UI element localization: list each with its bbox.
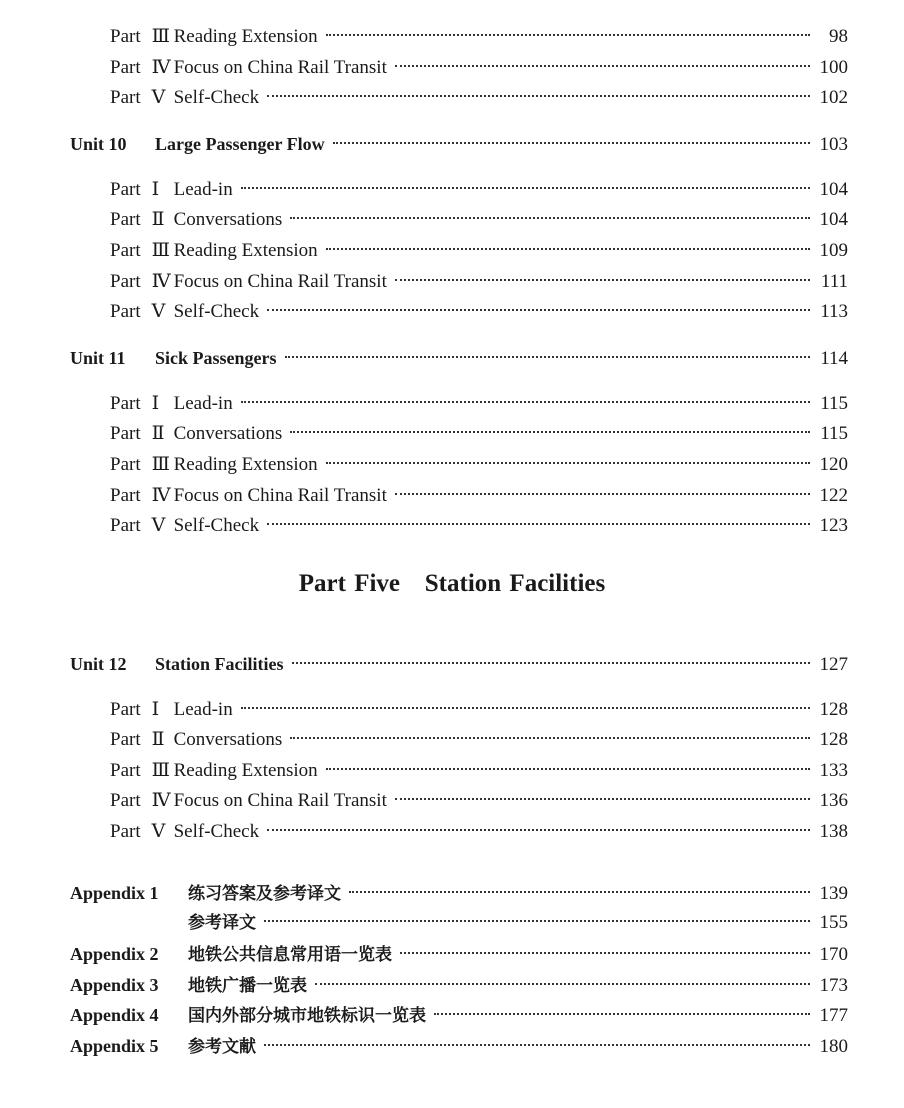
appendix-number: Appendix 1 [70,883,159,903]
unit-number: Unit 12 [70,654,127,674]
part-roman: Ⅴ [151,301,166,322]
part-roman: Ⅰ [151,699,160,720]
part-roman: Ⅲ [151,240,170,261]
unit-entry[interactable] [70,345,848,371]
entry-title: Self-Check [173,821,260,842]
toc-entry[interactable] [110,758,848,784]
part-prefix: Part [110,87,141,108]
part-prefix: Part [110,760,141,781]
appendix-number: Appendix 5 [70,1036,159,1056]
part-prefix: Part [110,423,141,444]
page-number: 123 [819,515,848,536]
toc-entry[interactable] [110,391,848,417]
appendix-entry[interactable] [70,1002,848,1028]
toc-entry[interactable] [110,177,848,203]
part-roman: Ⅰ [151,179,160,200]
entry-title: Lead-in [173,699,233,720]
dot-leader [326,34,810,36]
entry-title: Conversations [173,209,283,230]
entry-title: Reading Extension [173,760,318,781]
part-prefix: Part [110,699,141,720]
appendix-title: 国内外部分城市地铁标识一览表 [188,1006,426,1026]
unit-number: Unit 10 [70,134,127,154]
part-prefix: Part [110,301,141,322]
toc-entry[interactable] [110,452,848,478]
entry-title: Lead-in [173,393,233,414]
page-number: 180 [819,1036,848,1057]
toc-entry[interactable] [110,788,848,814]
unit-entry[interactable] [70,131,848,157]
dot-leader [290,737,810,739]
page-number: 128 [819,699,848,720]
page-number: 127 [819,654,848,675]
entry-title: Self-Check [173,87,260,108]
dot-leader [434,1013,810,1015]
toc-entry[interactable] [110,483,848,509]
page-number: 109 [819,240,848,261]
dot-leader [267,95,810,97]
part-roman: Ⅳ [151,790,171,811]
part-roman: Ⅲ [151,454,170,475]
page-number: 136 [819,790,848,811]
appendix-entry[interactable] [70,1033,848,1059]
dot-leader [326,462,810,464]
part-roman: Ⅱ [151,209,165,230]
page-number: 155 [819,912,848,933]
dot-leader [264,1044,810,1046]
appendix-entry[interactable] [70,972,848,998]
page-number: 115 [820,393,848,414]
toc-entry[interactable] [110,421,848,447]
part-prefix: Part [110,485,141,506]
part-roman: Ⅴ [151,87,166,108]
part-roman: Ⅱ [151,423,165,444]
toc-entry[interactable] [110,24,848,50]
page-number: 102 [819,87,848,108]
part-prefix: Part [110,821,141,842]
page-number: 114 [820,348,848,369]
dot-leader [395,798,810,800]
dot-leader [315,983,810,985]
entry-title: Focus on China Rail Transit [173,485,387,506]
entry-title: Conversations [173,729,283,750]
part-prefix: Part [110,454,141,475]
part-prefix: Part [110,240,141,261]
part-prefix: Part [110,271,141,292]
dot-leader [264,920,810,922]
part-roman: Ⅴ [151,821,166,842]
dot-leader [292,662,811,664]
dot-leader [333,142,810,144]
appendix-entry[interactable] [70,880,848,906]
dot-leader [400,952,810,954]
page-number: 133 [819,760,848,781]
toc-entry[interactable] [110,55,848,81]
page-number: 113 [820,301,848,322]
toc-entry[interactable] [110,238,848,264]
page-number: 173 [819,975,848,996]
dot-leader [290,217,810,219]
page-number: 138 [819,821,848,842]
page-number: 104 [819,209,848,230]
unit-entry[interactable] [70,651,848,677]
part-roman: Ⅳ [151,485,171,506]
part-prefix: Part [110,515,141,536]
part-roman: Ⅳ [151,57,171,78]
entry-title: Reading Extension [173,240,318,261]
dot-leader [290,431,810,433]
dot-leader [326,248,810,250]
part-roman: Ⅰ [151,393,160,414]
dot-leader [395,493,810,495]
appendix-number: Appendix 3 [70,975,159,995]
entry-title: Focus on China Rail Transit [173,790,387,811]
part-prefix: Part [110,209,141,230]
part-roman: Ⅴ [151,515,166,536]
page-number: 128 [819,729,848,750]
page-number: 111 [820,271,848,292]
page-number: 98 [829,26,848,47]
entry-title: Self-Check [173,515,260,536]
entry-title: Focus on China Rail Transit [173,57,387,78]
part-prefix: Part [110,57,141,78]
appendix-entry[interactable] [70,910,848,936]
unit-number: Unit 11 [70,348,126,368]
page-number: 103 [819,134,848,155]
part-prefix: Part [110,26,141,47]
dot-leader [241,707,810,709]
appendix-number: Appendix 2 [70,944,159,964]
page-number: 122 [819,485,848,506]
part-roman: Ⅱ [151,729,165,750]
dot-leader [285,356,811,358]
part-roman: Ⅲ [151,760,170,781]
dot-leader [395,279,810,281]
part-prefix: Part [110,790,141,811]
appendix-number: Appendix 4 [70,1005,159,1025]
entry-title: Lead-in [173,179,233,200]
entry-title: Conversations [173,423,283,444]
page-number: 100 [819,57,848,78]
dot-leader [267,829,810,831]
dot-leader [267,523,810,525]
toc-entry[interactable] [110,299,848,325]
page-number: 104 [819,179,848,200]
page-number: 170 [819,944,848,965]
dot-leader [241,401,810,403]
appendix-title: 参考译文 [188,913,256,933]
part-roman: Ⅳ [151,271,171,292]
entry-title: Focus on China Rail Transit [173,271,387,292]
toc-entry[interactable] [110,207,848,233]
toc-entry[interactable] [110,697,848,723]
dot-leader [326,768,810,770]
unit-title: Sick Passengers [155,348,277,368]
dot-leader [267,309,810,311]
toc-entry[interactable] [110,819,848,845]
page-number: 177 [819,1005,848,1026]
appendix-title: 地铁公共信息常用语一览表 [188,945,392,965]
part-prefix: Part [110,393,141,414]
toc-entry[interactable] [110,269,848,295]
dot-leader [395,65,810,67]
unit-title: Large Passenger Flow [155,134,325,154]
appendix-entry[interactable] [70,941,848,967]
appendix-title: 练习答案及参考译文 [188,884,341,904]
entry-title: Reading Extension [173,454,318,475]
section-heading: Part Five Station Facilities [298,570,606,597]
page-number: 115 [820,423,848,444]
page-number: 120 [819,454,848,475]
toc-entry[interactable] [110,513,848,539]
unit-title: Station Facilities [155,654,284,674]
entry-title: Self-Check [173,301,260,322]
appendix-title: 地铁广播一览表 [188,976,307,996]
page-number: 139 [819,883,848,904]
entry-title: Reading Extension [173,26,318,47]
part-prefix: Part [110,179,141,200]
part-roman: Ⅲ [151,26,170,47]
toc-entry[interactable] [110,727,848,753]
dot-leader [349,891,810,893]
dot-leader [241,187,810,189]
part-prefix: Part [110,729,141,750]
appendix-title: 参考文献 [188,1037,256,1057]
toc-entry[interactable] [110,85,848,111]
